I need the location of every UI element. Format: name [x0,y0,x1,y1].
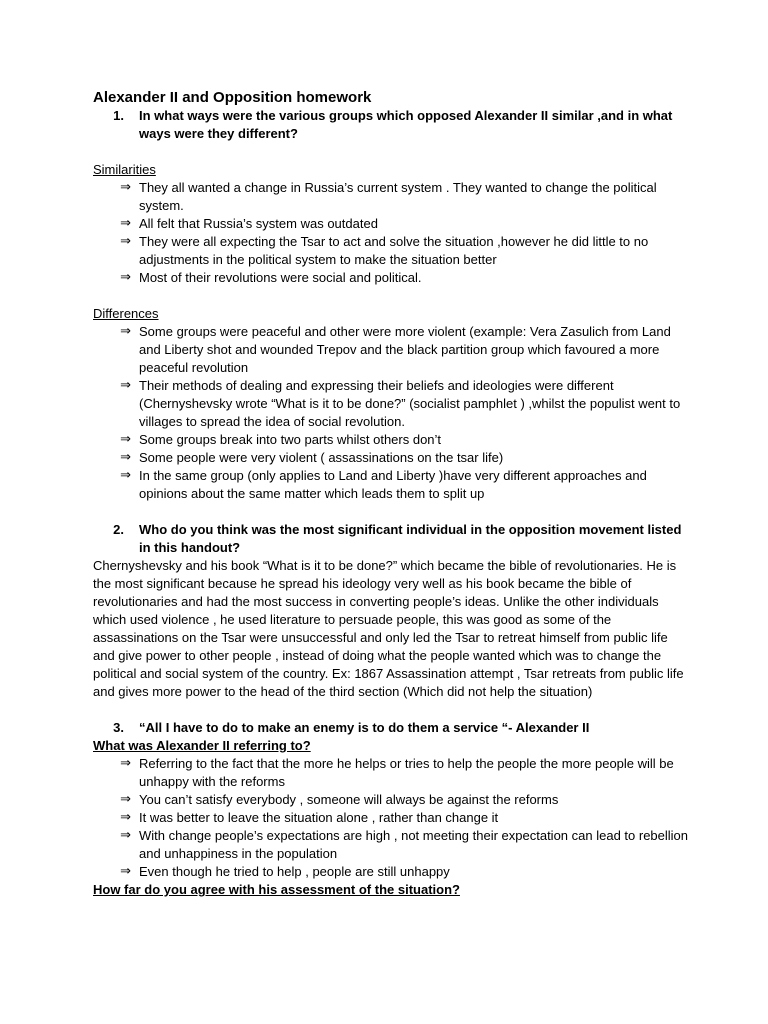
list-item: ⇒ You can’t satisfy everybody , someone will always be against the reforms [93,791,693,809]
arrow-icon: ⇒ [120,828,131,843]
arrow-icon: ⇒ [120,270,131,285]
arrow-icon: ⇒ [120,324,131,339]
question-2-answer: Chernyshevsky and his book “What is it to be done?” which became the bible of revolutionaries. He is the most significant because he spread his ideology very well as his book became the bible of revolutionaries and had the most success in converting people’s ideas. Unlike the other individuals which used violence , he used literature to persuade people, this was good as some of the assassinations on the Tsar were unsuccessful and only led the Tsar to retreat himself from public life and give power to other people , instead of doing what the people wanted which was to change the political and social system of the country. Ex: 1867 Assassination attempt , Tsar retreats from public life and gives more power to the head of the third section (Which did not help the situation) [93,558,684,699]
arrow-icon: ⇒ [120,234,131,249]
question-3 [93,719,693,737]
list-item: ⇒ They were all expecting the Tsar to act and solve the situation ,however he did little to no adjustments in the political system to make the situation better [93,233,693,269]
arrow-icon: ⇒ [120,216,131,231]
question-number: 1. [113,108,124,123]
arrow-icon: ⇒ [120,792,131,807]
differences-heading: Differences [93,306,159,321]
question-3-list [93,755,693,881]
list-item: ⇒ With change people’s expectations are high , not meeting their expectation can lead to rebellion and unhappiness in the population [93,827,693,863]
list-item: ⇒ Even though he tried to help , people are still unhappy [93,863,693,881]
list-item: ⇒ Some people were very violent ( assassinations on the tsar life) [93,449,693,467]
arrow-icon: ⇒ [120,450,131,465]
arrow-icon: ⇒ [120,378,131,393]
list-item: ⇒ They all wanted a change in Russia’s current system . They wanted to change the political system. [93,179,693,215]
list-item: ⇒ Some groups were peaceful and other were more violent (example: Vera Zasulich from Land and Liberty shot and wounded Trepov and the black partition group which favoured a more peaceful revolution [93,323,693,377]
question-number: 2. [113,522,124,537]
question-3-final-heading: How far do you agree with his assessment of the situation? [93,882,460,897]
question-text: “All I have to do to make an enemy is to do them a service “- Alexander II [139,720,590,735]
list-item: ⇒ In the same group (only applies to Land and Liberty )have very different approaches and opinions about the same matter which leads them to split up [93,467,693,503]
differences-list [93,323,693,503]
question-2 [93,521,693,557]
list-item: ⇒ It was better to leave the situation alone , rather than change it [93,809,693,827]
question-3-subheading: What was Alexander II referring to? [93,738,311,753]
arrow-icon: ⇒ [120,432,131,447]
document-page [93,89,693,899]
list-item: ⇒ Some groups break into two parts whilst others don’t [93,431,693,449]
arrow-icon: ⇒ [120,864,131,879]
question-number: 3. [113,720,124,735]
spacer [93,503,693,521]
similarities-heading: Similarities [93,162,156,177]
arrow-icon: ⇒ [120,810,131,825]
question-1 [93,107,693,143]
arrow-icon: ⇒ [120,180,131,195]
list-item: ⇒ Their methods of dealing and expressing their beliefs and ideologies were different (Chernyshevsky wrote “What is it to be done?” (socialist pamphlet ) ,whilst the populist went to villages to spread the idea of social revolution. [93,377,693,431]
spacer [93,701,693,719]
arrow-icon: ⇒ [120,468,131,483]
document-title: Alexander II and Opposition homework [93,89,372,106]
question-text: Who do you think was the most significant individual in the opposition movement listed in this handout? [139,522,682,555]
similarities-list [93,179,693,287]
list-item: ⇒ All felt that Russia’s system was outdated [93,215,693,233]
list-item: ⇒ Referring to the fact that the more he helps or tries to help the people the more people will be unhappy with the reforms [93,755,693,791]
list-item: ⇒ Most of their revolutions were social and political. [93,269,693,287]
question-text: In what ways were the various groups which opposed Alexander II similar ,and in what ways were they different? [139,108,673,141]
arrow-icon: ⇒ [120,756,131,771]
